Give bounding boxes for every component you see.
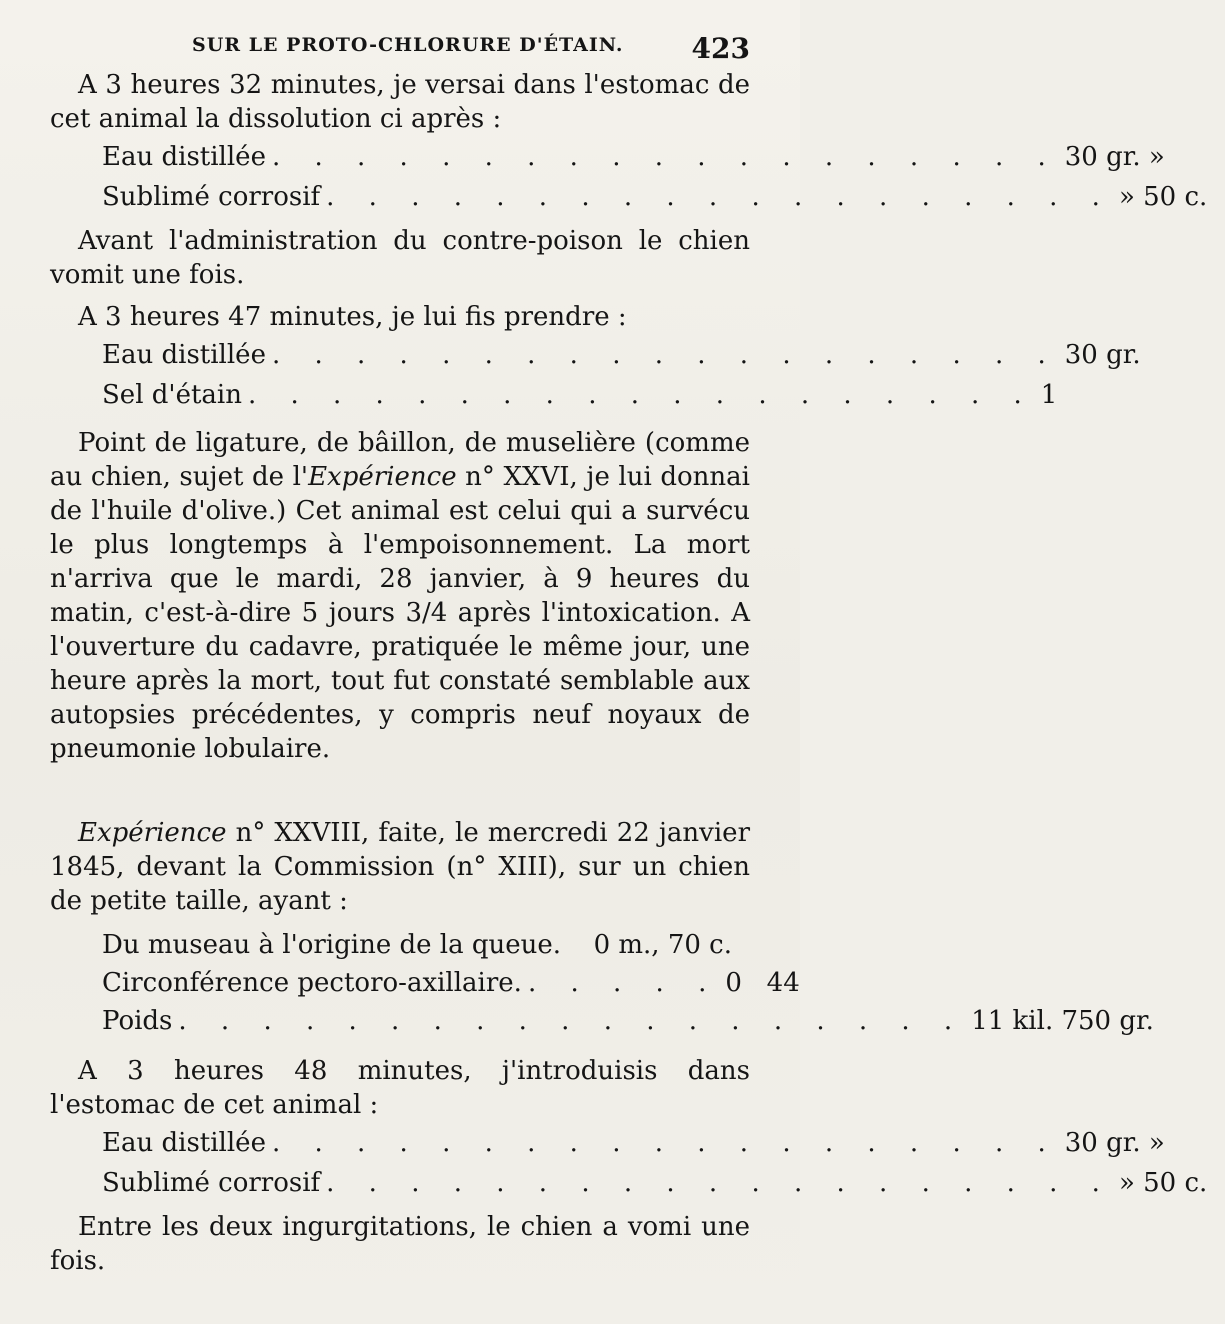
measure-row (102, 1004, 1154, 1042)
experience-heading: Expérience (78, 818, 227, 848)
dose-value: 30 gr. » (1064, 142, 1165, 172)
paragraph-4 (50, 426, 750, 766)
dose-value: 1 (1040, 380, 1058, 410)
measure-value: 0 44 (725, 968, 800, 998)
measure-row (102, 966, 800, 1004)
dose-row (102, 180, 1208, 220)
paragraph-4-start: Point de ligature, de bâillon, de muselière (comme au chien, sujet de l' (50, 428, 750, 492)
dose-value: » 50 c. (1118, 1168, 1208, 1198)
leader-dots: . . . . . . . . . . . . . . . . . . . (326, 1168, 1113, 1198)
measure-label: Circonférence pectoro-axillaire. (102, 968, 522, 998)
measure-value: 0 m., 70 c. (593, 930, 732, 960)
dose-row (102, 338, 1141, 378)
dose-label: Eau distillée (102, 142, 266, 172)
page-number: 423 (691, 32, 750, 65)
dose-table-2 (102, 338, 1141, 418)
page-header (0, 32, 800, 72)
measure-value: 11 kil. 750 gr. (971, 1006, 1154, 1036)
dose-label: Eau distillée (102, 1128, 266, 1158)
measure-label: Du museau à l'origine de la queue. (102, 930, 562, 960)
paragraph-5 (50, 816, 750, 918)
dose-table-3 (102, 1126, 1208, 1206)
dose-label: Sublimé corrosif (102, 1168, 321, 1198)
leader-dots: . . . . . . . . . . . . . . . . . . . (271, 340, 1059, 370)
dose-row (102, 1166, 1208, 1206)
paragraph-6: A 3 heures 48 minutes, j'introduisis dans l'estomac de cet animal : (50, 1056, 750, 1120)
dose-value: 30 gr. (1064, 340, 1141, 370)
paragraph-4-rest: n° XXVI, je lui donnai de l'huile d'olive.) Cet animal est celui qui a survécu le plus longtemps à l'empoisonnement. La mort n'arriva que le mardi, 28 janvier, à 9 heures du matin, c'est-à-dire 5 jours 3/4 après l'intoxication. A l'ouverture du cadavre, pratiquée le même jour, une heure après la mort, tout fut constaté semblable aux autopsies précédentes, y compris neuf noyaux de pneumonie lobulaire. (50, 462, 750, 764)
dose-row (102, 140, 1165, 180)
dose-label: Sublimé corrosif (102, 182, 321, 212)
leader-dots: . . . . . . . . . . . . . . . . . . . (326, 182, 1113, 212)
measure-label: Poids (102, 1006, 173, 1036)
running-head: SUR LE PROTO-CHLORURE D'ÉTAIN. (192, 34, 624, 56)
dose-label: Sel d'étain (102, 380, 242, 410)
page-body (50, 68, 1208, 1278)
leader-dots: . . . . . . . . . . . . . . . . . . . (178, 1006, 966, 1036)
leader-dots: . . . . . . . . . . . . . . . . . . . (271, 1128, 1059, 1158)
dose-value: 30 gr. » (1064, 1128, 1165, 1158)
leader-dots: . . . . . (527, 968, 720, 998)
dose-row (102, 378, 1058, 418)
dose-label: Eau distillée (102, 340, 266, 370)
experience-ref: Expérience (308, 462, 457, 492)
paragraph-5-rest: n° XXVIII, faite, le mercredi 22 janvier 1845, devant la Commission (n° XIII), sur un chien de petite taille, ayant : (50, 818, 750, 916)
measure-row (102, 928, 750, 966)
dose-row (102, 1126, 1165, 1166)
paragraph-3: A 3 heures 47 minutes, je lui fis prendre : (78, 302, 627, 332)
dose-value: » 50 c. (1118, 182, 1208, 212)
paragraph-2: Avant l'administration du contre-poison le chien vomit une fois. (50, 226, 750, 290)
leader-dots: . . . . . . . . . . . . . . . . . . . (271, 142, 1059, 172)
leader-dots: . . . . . . . . . . . . . . . . . . . (247, 380, 1035, 410)
measurement-table (102, 928, 1154, 1042)
paragraph-7: Entre les deux ingurgitations, le chien a vomi une fois. (50, 1212, 750, 1276)
paragraph-1: A 3 heures 32 minutes, je versai dans l'estomac de cet animal la dissolution ci après : (50, 70, 750, 134)
dose-table-1 (102, 140, 1208, 220)
